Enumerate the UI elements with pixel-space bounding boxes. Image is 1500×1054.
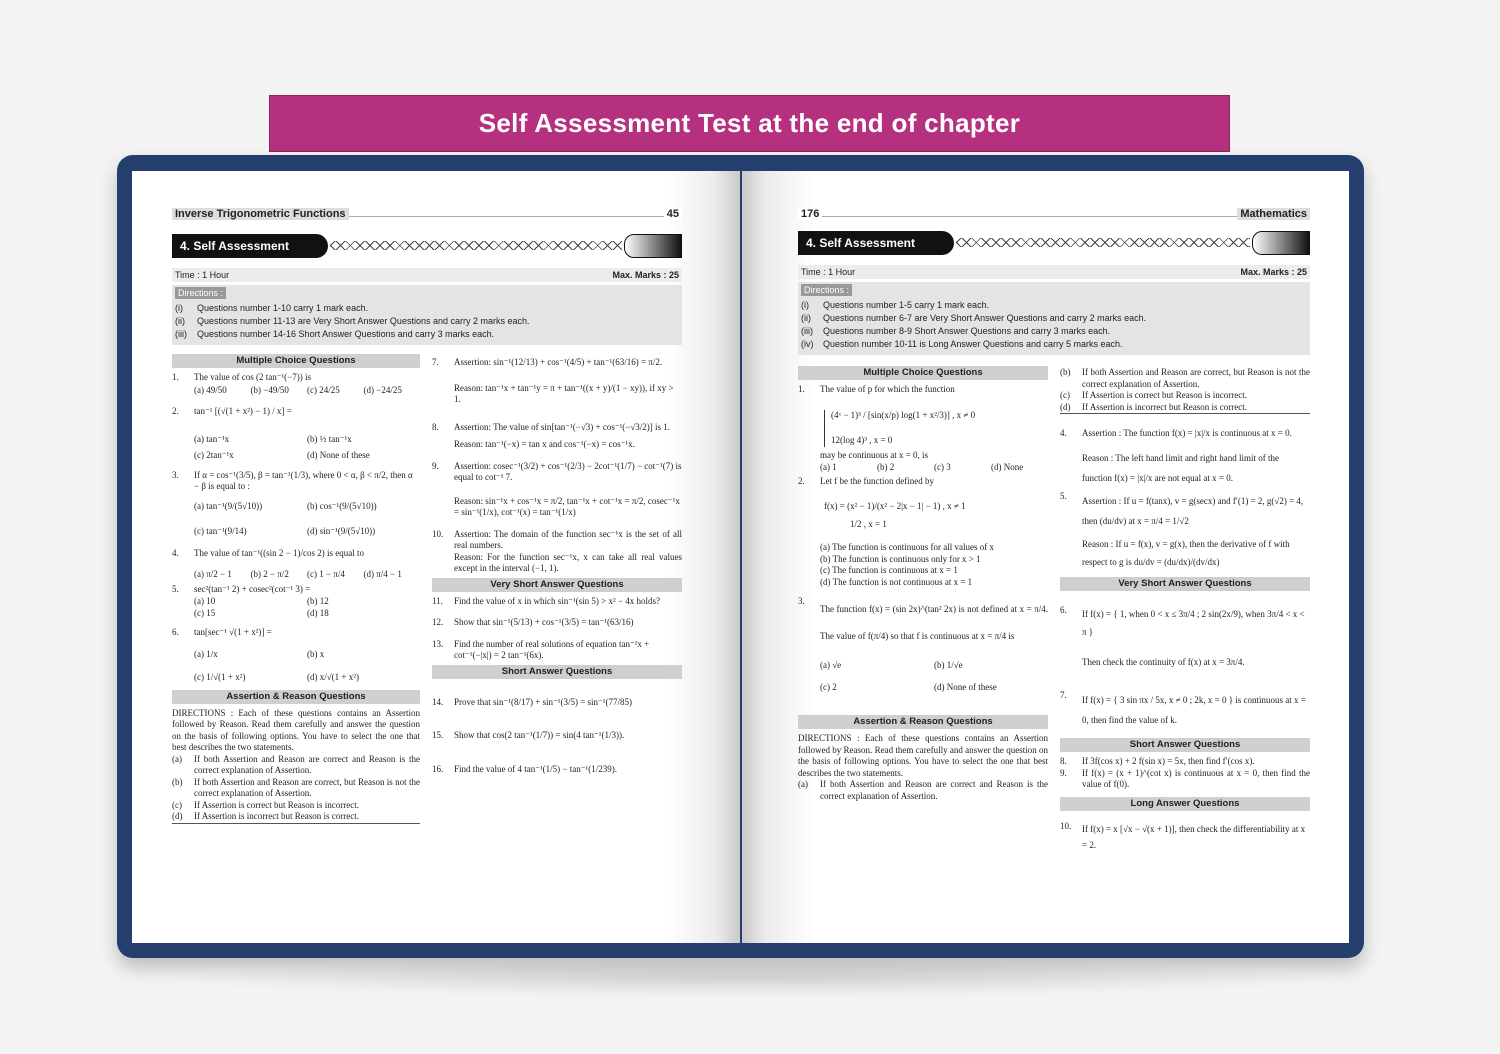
- direction-item: (iii) Questions number 8-9 Short Answer Questions and carry 3 marks each.: [801, 326, 1111, 336]
- max-marks-label: Max. Marks : 25: [1240, 267, 1307, 277]
- direction-item: (ii) Questions number 11-13 are Very Short Answer Questions and carry 2 marks each.: [175, 316, 530, 326]
- banner-title: Self Assessment Test at the end of chapter: [269, 95, 1230, 152]
- left-column: Multiple Choice Questions 1. The value of p for which the function (4ˣ − 1)³ / [sin(x/p) log(1 + x²/3)] , x ≠ 0 12(log 4)³ , x = 0 may be continuous at x = 0, is (a) 1 (b) 2 (c) 3 (d) None 2. Let f be the function defined by f(x) = (x² − 1)/(x² − 2|x − 1| − 1) , x ≠ 1 1/2 , x = 1 (a) The function is continuous for all values of x (b) The function is continuous only for x > 1 (c) The function is continuous at x = 1 (d) The function is not continuous at x = 1 3. The function f(x) = (sin 2x)^(tan² 2x) is not defined at x = π/4. The value of f(π/4) so that f is continuous at x = π/4 is (a) √e (b) 1/√e (c) 2 (d) None of these Assertion & Reason Questions DIRECTIONS : Each of these questions contains an Assertion followed by Reason. Read them carefully and answer the question on the basis of following options. You have to select the one that best describes the two statements. (a) If both Assertion and Reason are correct and Reason is the correct explanation of Assertion.: [798, 367, 1048, 801]
- la-heading: Long Answer Questions: [1060, 797, 1310, 811]
- question: 3. If α = cos⁻¹(3/5), β = tan⁻¹(1/3), where 0 < α, β < π/2, then α − β is equal to : (a) tan⁻¹(9/(5√10)) (b) cos⁻¹(9/(5√10)) (c) tan⁻¹(9/14) (d) sin⁻¹(9/(5√10)): [172, 469, 413, 536]
- question: 8. If 3f(cos x) + 2 f(sin x) = 5x, then find f′(cos x).: [1060, 756, 1255, 766]
- ar-option: (c) If Assertion is correct but Reason is incorrect.: [172, 799, 359, 810]
- right-column: [432, 357, 682, 778]
- directions-label: Directions :: [175, 287, 226, 299]
- question: 5. sec²(tan⁻¹ 2) + cosec²(cot⁻¹ 3) = (a) 10 (b) 12 (c) 15 (d) 18: [172, 583, 329, 618]
- book-shadow: [160, 958, 1340, 998]
- ar-option: (a) If both Assertion and Reason are correct and Reason is the correct explanation of Assertion.: [172, 753, 420, 775]
- direction-item: (iii) Questions number 14-16 Short Answer Questions and carry 3 marks each.: [175, 329, 495, 339]
- ar-heading: Assertion & Reason Questions: [798, 715, 1048, 729]
- question: 6. tan[sec⁻¹ √(1 + x²)] = (a) 1/x (b) x (c) 1/√(1 + x²) (d) x/√(1 + x²): [172, 627, 359, 682]
- chain-decoration: [330, 241, 622, 250]
- ar-directions: DIRECTIONS : Each of these questions contains an Assertion followed by Reason. Read them carefully and answer the question on the basis of following options. You have to select the one that best describes the two statements.: [798, 733, 1048, 778]
- running-head-title: Mathematics: [1237, 208, 1310, 220]
- question: 7. If f(x) = { 3 sin πx / 5x, x ≠ 0 ; 2k, x = 0 } is continuous at x = 0, then find the value of k.: [1060, 690, 1306, 725]
- direction-item: (iv) Question number 10-11 is Long Answer Questions and carry 5 marks each.: [801, 339, 1123, 349]
- mcq-heading: Multiple Choice Questions: [172, 354, 420, 368]
- ar-option: (a) If both Assertion and Reason are correct and Reason is the correct explanation of Assertion.: [798, 779, 1048, 801]
- section-bar: [172, 234, 682, 258]
- ar-option: (b) If both Assertion and Reason are correct, but Reason is not the correct explanation of Assertion.: [172, 776, 420, 798]
- time-marks-row: [798, 265, 1310, 279]
- running-head-title: Inverse Trigonometric Functions: [172, 208, 349, 220]
- chain-decoration: [956, 238, 1250, 247]
- question: 5. Assertion : If u = f(tanx), v = g(secx) and f′(1) = 2, g(√2) = 4, then (du/dv) at x = π/4 = 1/√2 Reason : If u = f(x), v = g(x), then the derivative of f with respect to g is du/dv = (du/dx)/(dv/dx): [1060, 490, 1304, 567]
- question: 9. Assertion: cosec⁻¹(3/2) + cos⁻¹(2/3) − 2cot⁻¹(1/7) − cot⁻¹(7) is equal to cot⁻¹ 7. Reason: sin⁻¹x + cos⁻¹x = π/2, tan⁻¹x + cot⁻¹x = π/2, cosec⁻¹x = sin⁻¹(1/x), cot⁻¹(x) = tan⁻¹(1/x): [432, 460, 682, 517]
- question: 2. Let f be the function defined by f(x) = (x² − 1)/(x² − 2|x − 1| − 1) , x ≠ 1 1/2 , x = 1 (a) The function is continuous for all values of x (b) The function is continuous only for x > 1 (c) The function is continuous at x = 1 (d) The function is not continuous at x = 1: [798, 475, 995, 587]
- time-label: Time : 1 Hour: [801, 267, 856, 277]
- ar-heading: Assertion & Reason Questions: [172, 690, 420, 704]
- question: 1. The value of cos (2 tan⁻¹(−7)) is (a) 49/50 (b) −49/50 (c) 24/25 (d) −24/25: [172, 372, 402, 395]
- question: 15. Show that cos(2 tan⁻¹(1/7)) = sin(4 tan⁻¹(1/3)).: [432, 730, 625, 740]
- direction-item: (i) Questions number 1-5 carry 1 mark each.: [801, 300, 990, 310]
- ar-option: (d) If Assertion is incorrect but Reason is correct.: [1060, 402, 1310, 415]
- question: 9. If f(x) = (x + 1)^(cot x) is continuous at x = 0, then find the value of f(0).: [1060, 767, 1310, 789]
- left-column: [172, 351, 420, 824]
- left-page: [132, 171, 740, 943]
- right-column: [1060, 367, 1310, 856]
- question: 14. Prove that sin⁻¹(8/17) + sin⁻¹(3/5) = sin⁻¹(77/85): [432, 696, 632, 707]
- directions-box: [798, 282, 1310, 355]
- question: 13. Find the number of real solutions of equation tan⁻¹x + cot⁻¹(−|x|) = 2 tan⁻¹(6x).: [432, 638, 650, 660]
- max-marks-label: Max. Marks : 25: [612, 270, 679, 280]
- gradient-tab: [624, 234, 682, 258]
- question: 4. Assertion : The function f(x) = |x|/x is continuous at x = 0. Reason : The left hand limit and right hand limit of the function f(x) = |x|/x are not equal at x = 0.: [1060, 428, 1292, 483]
- directions-box: [172, 285, 682, 345]
- question: 4. The value of tan⁻¹((sin 2 − 1)/cos 2) is equal to (a) π/2 − 1 (b) 2 − π/2 (c) 1 − π/4 (d) π/4 − 1: [172, 547, 402, 579]
- ar-option: (d) If Assertion is incorrect but Reason is correct.: [172, 811, 420, 824]
- question: 10. Assertion: The domain of the function sec⁻¹x is the set of all real numbers. Reason: For the function sec⁻¹x, x can take all real values except in the interval (−1, 1).: [432, 528, 682, 573]
- ar-option: (b) If both Assertion and Reason are correct, but Reason is not the correct explanation of Assertion.: [1060, 367, 1310, 389]
- direction-item: (ii) Questions number 6-7 are Very Short Answer Questions and carry 2 marks each.: [801, 313, 1147, 323]
- vsa-heading: Very Short Answer Questions: [432, 578, 682, 592]
- piecewise-function: (4ˣ − 1)³ / [sin(x/p) log(1 + x²/3)] , x ≠ 0 12(log 4)³ , x = 0: [824, 410, 1048, 447]
- question: 12. Show that sin⁻¹(5/13) + cos⁻¹(3/5) = tan⁻¹(63/16): [432, 617, 634, 627]
- question: 7. Assertion: sin⁻¹(12/13) + cos⁻¹(4/5) + tan⁻¹(63/16) = π/2. Reason: tan⁻¹x + tan⁻¹y = π + tan⁻¹((x + y)/(1 − xy)), if xy > 1.: [432, 357, 674, 404]
- sa-heading: Short Answer Questions: [1060, 738, 1310, 752]
- running-header: [798, 208, 1310, 222]
- vsa-heading: Very Short Answer Questions: [1060, 577, 1310, 591]
- question: 16. Find the value of 4 tan⁻¹(1/5) − tan⁻¹(1/239).: [432, 763, 617, 774]
- direction-item: (i) Questions number 1-10 carry 1 mark each.: [175, 303, 369, 313]
- page-number: 45: [664, 208, 682, 220]
- time-label: Time : 1 Hour: [175, 270, 230, 280]
- question: 10. If f(x) = x [√x − √(x + 1)], then check the differentiability at x = 2.: [1060, 820, 1306, 850]
- directions-label: Directions :: [801, 284, 852, 296]
- mcq-heading: Multiple Choice Questions: [798, 366, 1048, 380]
- sa-heading: Short Answer Questions: [432, 665, 682, 679]
- question: 8. Assertion: The value of sin[tan⁻¹(−√3) + cos⁻¹(−√3/2)] is 1. Reason: tan⁻¹(−x) = tan x and cos⁻¹(−x) = cos⁻¹x.: [432, 421, 671, 449]
- page-number: 176: [798, 208, 822, 220]
- ar-directions: DIRECTIONS : Each of these questions contains an Assertion followed by Reason. Read them carefully and answer the question on the basis of following options. You have to select the one that best describes the two statements.: [172, 707, 420, 752]
- question: 11. Find the value of x in which sin⁻¹(sin 5) > x² − 4x holds?: [432, 595, 661, 606]
- question: 2. tan⁻¹ [(√(1 + x²) − 1) / x] = (a) tan⁻¹x (b) ½ tan⁻¹x (c) 2tan⁻¹x (d) None of these: [172, 406, 370, 460]
- time-marks-row: [172, 268, 682, 282]
- gradient-tab: [1252, 231, 1310, 255]
- section-bar: [798, 231, 1310, 255]
- ar-option: (c) If Assertion is correct but Reason is incorrect.: [1060, 390, 1247, 400]
- question: 1. The value of p for which the function (4ˣ − 1)³ / [sin(x/p) log(1 + x²/3)] , x ≠ 0 12(log 4)³ , x = 0: [798, 384, 1048, 447]
- section-title: 4. Self Assessment: [798, 231, 954, 255]
- right-page: [742, 171, 1349, 943]
- question: 3. The function f(x) = (sin 2x)^(tan² 2x) is not defined at x = π/4. The value of f(π/4) so that f is continuous at x = π/4 is (a) √e (b) 1/√e (c) 2 (d) None of these: [798, 596, 1048, 692]
- section-title: 4. Self Assessment: [172, 234, 328, 258]
- running-header: [172, 208, 682, 222]
- question: 6. If f(x) = { 1, when 0 < x ≤ 3π/4 ; 2 sin(2x/9), when 3π/4 < x < π } Then check the continuity of f(x) at x = 3π/4.: [1060, 604, 1305, 667]
